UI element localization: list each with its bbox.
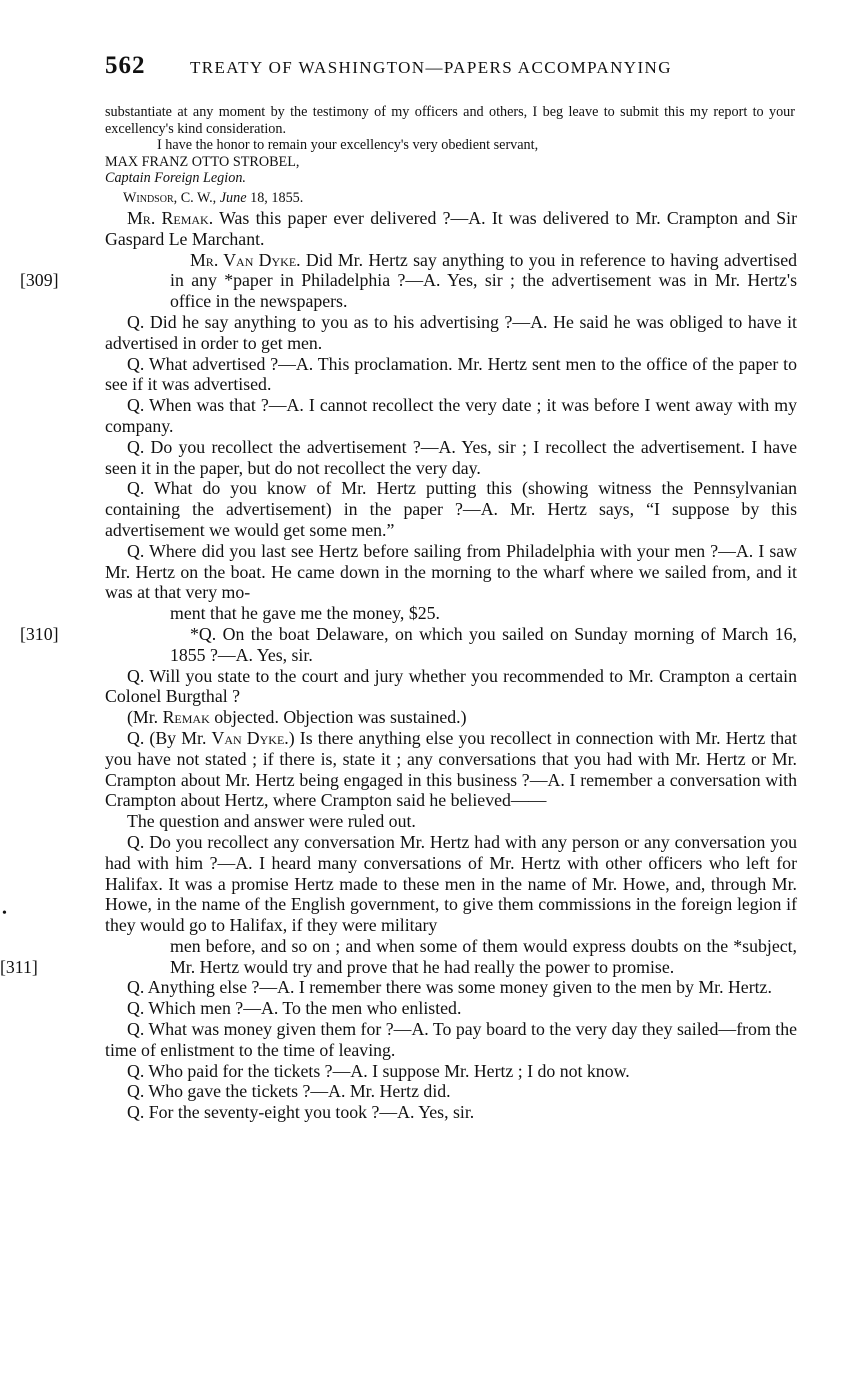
signature-name: MAX FRANZ OTTO STROBEL, <box>105 153 300 170</box>
paragraph-text: (Mr. <box>127 707 163 728</box>
paragraph <box>20 623 797 666</box>
page-header <box>105 52 795 82</box>
paragraph: Q. For the seventy-eight you took ?—A. Yes, sir. <box>127 1102 475 1123</box>
signature-title: Captain Foreign Legion. <box>105 170 246 187</box>
paragraph: Q. When was that ?—A. I cannot recollect the very date ; it was before I went away with my company. <box>105 395 797 436</box>
paragraph: Q. Do you recollect the advertisement ?—A. Yes, sir ; I recollect the advertisement. I have seen it in the paper, but do not recollect the very day. <box>105 436 797 478</box>
paragraph: Q. What advertised ?—A. This proclamation. Mr. Hertz sent men to the office of the paper to see if it was advertised. <box>105 353 797 395</box>
dateline-year: 18, 1855. <box>250 189 304 206</box>
paragraph-text: objected. Objection was sustained.) <box>209 707 467 728</box>
letter-dateline <box>105 190 795 207</box>
speaker-name: Van Dyke. <box>211 727 289 748</box>
paragraph-continuation: ment that he gave me the money, $25. <box>170 603 440 624</box>
paragraph-text: Q. (By Mr. <box>127 727 212 748</box>
paragraph <box>105 707 797 728</box>
paragraph: Q. Will you state to the court and jury whether you recommended to Mr. Crampton a certain Colonel Burgthal ? <box>105 665 797 707</box>
page-number: 562 <box>105 52 146 79</box>
letter-closing-paragraph: substantiate at any moment by the testimony of my officers and others, I beg leave to submit this my report to your excellency's kind consideration. <box>105 104 795 137</box>
speaker-name: Remak <box>162 707 210 728</box>
paragraph-text: ) Is there anything else you recollect in connection with Mr. Hertz that you have not stated ; if there is, state it ; any conversations that you had with Mr. Hertz or Mr. Crampton about Mr. Hertz being engaged in this business ?—A. I remember a conversation with Crampton about Hertz, where Crampton said he believed—— <box>105 727 798 811</box>
paragraph: Q. Do you recollect any conversation Mr. Hertz had with any person or any conversation you had with him ?—A. I heard many conversations of Mr. Hertz with other officers who left for Halifax. It was a promise Hertz made to these men in the name of Mr. Howe, and, through Mr. Howe, in the name of the English government, to give them commissions in the foreign legion if they would go to Halifax, if they were military <box>105 831 797 936</box>
paragraph: Q. Who gave the tickets ?—A. Mr. Hertz did. <box>127 1081 451 1102</box>
paragraph <box>105 728 797 811</box>
letter-honor-line: I have the honor to remain your excellency's very obedient servant, <box>157 137 539 154</box>
paragraph <box>105 208 797 250</box>
paragraph-text: Was this paper ever delivered ?—A. It was delivered to Mr. Crampton and Sir Gaspard Le Marchant. <box>105 208 798 249</box>
paragraph: Q. Did he say anything to you as to his advertising ?—A. He said he was obliged to have it advertised in order to get men. <box>105 311 797 353</box>
margin-number-311: [311] <box>0 956 38 977</box>
testimony-body <box>0 208 798 1123</box>
paragraph: Q. Where did you last see Hertz before sailing from Philadelphia with your men ?—A. I saw Mr. Hertz on the boat. He came down in the morning to the wharf where we sailed from, and it was at that very mo- <box>105 540 797 603</box>
paragraph: The question and answer were ruled out. <box>127 811 416 832</box>
paragraph: Q. What was money given them for ?—A. To pay board to the very day they sailed—from the time of enlistment to the time of leaving. <box>105 1019 797 1060</box>
paragraph: Q. Who paid for the tickets ?—A. I suppose Mr. Hertz ; I do not know. <box>127 1060 630 1081</box>
letter-closing <box>105 104 795 207</box>
margin-number-310: [310] <box>20 623 59 644</box>
paragraph-text: Did Mr. Hertz say anything to you in reference to having advertised in any *paper in Philadelphia ?—A. Yes, sir ; the advertisement was in Mr. Hertz's office in the newspapers. <box>170 249 797 312</box>
running-title: TREATY OF WASHINGTON—PAPERS ACCOMPANYING <box>190 58 672 77</box>
speaker-name: Mr. Remak. <box>127 208 214 228</box>
stray-mark: • <box>2 906 7 921</box>
paragraph-continuation <box>0 935 797 978</box>
dateline-date: June <box>219 189 247 206</box>
dateline-place: Windsor, C. W., <box>123 189 217 206</box>
paragraph: Q. Which men ?—A. To the men who enlisted. <box>127 998 462 1019</box>
paragraph-text: *Q. On the boat Delaware, on which you sailed on Sunday morning of March 16, 1855 ?—A. Yes, sir. <box>170 623 797 665</box>
paragraph-text: men before, and so on ; and when some of them would express doubts on the *subject, Mr. Hertz would try and prove that he had really the power to promise. <box>170 935 797 977</box>
paragraph: Q. Anything else ?—A. I remember there was some money given to the men by Mr. Hertz. <box>127 977 772 998</box>
speaker-name: Mr. Van Dyke. <box>190 249 301 270</box>
paragraph <box>20 249 797 312</box>
paragraph: Q. What do you know of Mr. Hertz putting this (showing witness the Pennsylvanian containing the advertisement) in the paper ?—A. Mr. Hertz says, “I suppose by this advertisement we would get some men.” <box>105 478 797 540</box>
margin-number-309: [309] <box>20 270 59 291</box>
